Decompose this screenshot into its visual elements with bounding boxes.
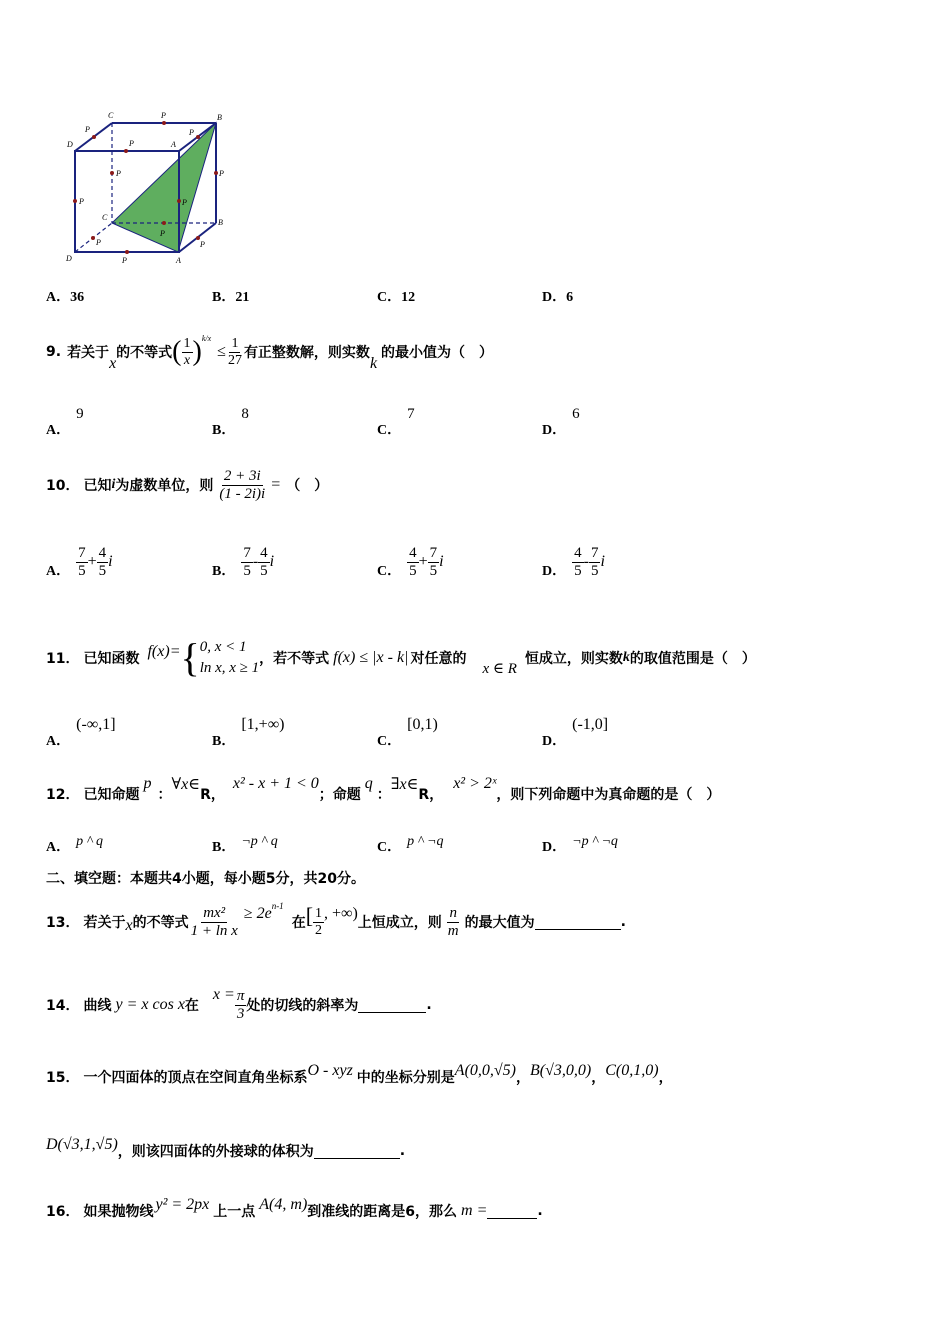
point-label: P — [85, 125, 90, 134]
question-15: 15． 一个四面体的顶点在空间直角坐标系 O - xyz 中的坐标分别是 A(0,0,√5) ， B(√3,0,0) ， C(0,1,0) ， — [46, 1062, 673, 1086]
q12-option-a[interactable]: A． p ^ q — [46, 834, 104, 855]
question-14: 14． 曲线 y = x cos x 在 x = $\frac{\pi}{3}$ 处的切线的斜率为 . — [46, 986, 432, 1022]
question-16: 16． 如果抛物线 y² = 2px 上一点 A(4, m) 到准线的距离是6，那么 m = . — [46, 1196, 543, 1220]
q11-option-a[interactable]: A．(-∞,1] — [46, 716, 116, 749]
q11-option-c[interactable]: C．[0,1) — [377, 716, 438, 749]
q9-option-c[interactable]: C．7 — [377, 406, 415, 438]
q8-option-a[interactable]: A．36 — [46, 290, 85, 305]
point-label: P — [122, 256, 127, 265]
question-10: 10． 已知 i 为虚数单位，则 $\frac{2 + 3i}{(1 - 2i)i}$ = （ ） — [46, 468, 329, 502]
vertex-label: D — [67, 140, 73, 149]
q13-answer-blank[interactable] — [535, 915, 621, 930]
vertex-label: B — [218, 218, 223, 227]
point-label: P — [160, 229, 165, 238]
point-label: P — [129, 139, 134, 148]
q16-answer-blank[interactable] — [487, 1204, 537, 1219]
q15-answer-blank[interactable] — [314, 1144, 400, 1159]
question-9: 9. 若关于 x 的不等式 ( $\frac{1}{x}$ ) k/x ≤ $\frac{1}{27}$ 有正整数解，则实数 k 的最小值为（ ） — [46, 333, 494, 372]
point-label: P — [116, 169, 121, 178]
vertex-label: C — [102, 213, 108, 222]
cube-figure — [60, 105, 240, 270]
vertex-label: B — [217, 113, 222, 122]
q9-option-b[interactable]: B．8 — [212, 406, 249, 438]
point-label: P — [96, 238, 101, 247]
q11-option-b[interactable]: B．[1,+∞) — [212, 716, 285, 749]
point-label: P — [200, 240, 205, 249]
vertex-label: D — [66, 254, 72, 263]
question-15-cont: D(√3,1,√5) ，则该四面体的外接球的体积为 . — [46, 1136, 406, 1160]
point-label: P — [219, 169, 224, 178]
q12-option-b[interactable]: B． ¬p ^ q — [212, 834, 278, 855]
section-2-title: 二、填空题：本题共4小题，每小题5分，共20分。 — [46, 871, 365, 887]
vertex-label: A — [176, 256, 181, 265]
q10-option-b[interactable]: B． $\frac{7}{5}$ - $\frac{4}{5}$ i — [212, 545, 275, 579]
point-label: P — [182, 198, 187, 207]
vertex-label: A — [171, 140, 176, 149]
point-label: P — [79, 197, 84, 206]
q10-option-d[interactable]: D． $\frac{4}{5}$ - $\frac{7}{5}$ i — [542, 545, 605, 579]
q11-option-d[interactable]: D．(-1,0] — [542, 716, 609, 749]
q9-option-a[interactable]: A．9 — [46, 406, 84, 438]
q12-option-d[interactable]: D． ¬p ^ ¬q — [542, 834, 618, 855]
vertex-label: C — [108, 111, 114, 120]
q10-option-c[interactable]: C． $\frac{4}{5}$ + $\frac{7}{5}$ i — [377, 545, 444, 579]
q12-option-c[interactable]: C． p ^ ¬q — [377, 834, 444, 855]
q8-option-c[interactable]: C．12 — [377, 290, 416, 305]
question-11: 11． 已知函数 f(x)= { 0, x < 1 ln x, x ≥ 1 ，若不等式 f(x) ≤ |x - k| 对任意的 x ∈ R 恒成立，则实数 k 的取值范围是（ ） — [46, 635, 756, 680]
question-13: 13． 若关于 x 的不等式 $\frac{\text{mx²}}{\text{1 + ln x}}$ ≥ 2e n-1 在 [ $\frac{1}{2}$ , +∞) 上恒成立，则 $\frac{n}{m}$ 的最大值为 . — [46, 901, 626, 939]
q9-option-d[interactable]: D．6 — [542, 406, 580, 438]
point-label: P — [189, 128, 194, 137]
q10-option-a[interactable]: A． $\frac{7}{5}$ + $\frac{4}{5}$ i — [46, 545, 113, 579]
q8-option-b[interactable]: B．21 — [212, 290, 250, 305]
q14-answer-blank[interactable] — [358, 998, 426, 1013]
point-label: P — [161, 111, 166, 120]
q8-option-d[interactable]: D．6 — [542, 290, 574, 305]
question-12: 12． 已知命题 p ： ∀x∈ R， x² - x + 1 < 0 ；命题 q ： ∃x∈ R， x² > 2ˣ ，则下列命题中为真命题的是（ ） — [46, 775, 721, 803]
